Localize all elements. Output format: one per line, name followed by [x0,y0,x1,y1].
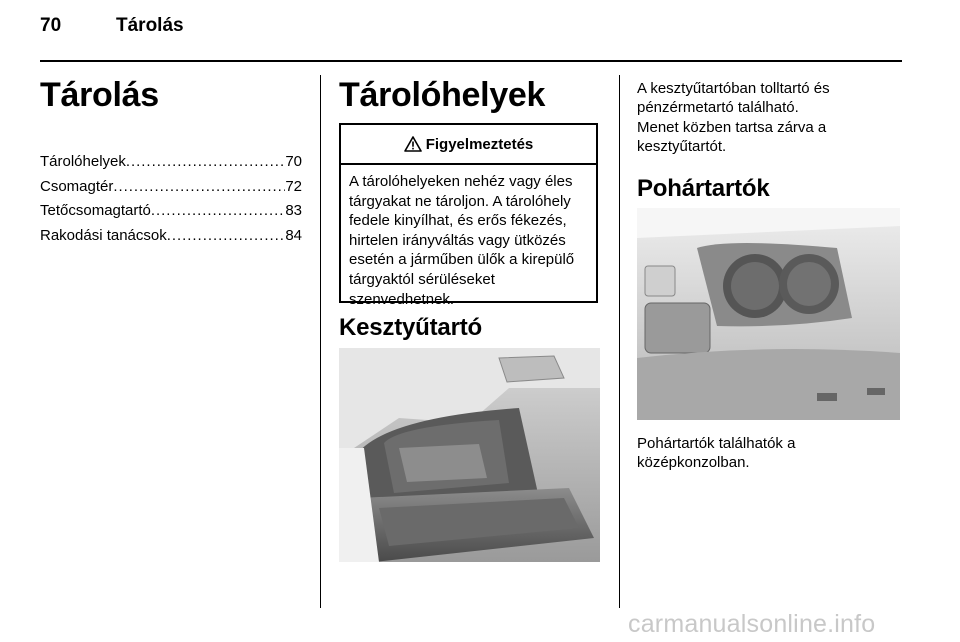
page-number: 70 [40,15,62,36]
toc-entry-page: 72 [285,177,302,195]
warning-title: Figyelmeztetés [425,135,534,153]
toc-leader [113,175,285,200]
cupholder-photo [637,208,900,420]
toc-entry-label: Rakodási tanácsok [40,226,167,244]
toc-entry[interactable] [40,224,302,249]
paragraph-keep-closed: Menet közben tartsa zárva a kesztyűtartót. [637,119,827,155]
watermark: carmanualsonline.info [628,610,876,638]
toc-entry[interactable] [40,199,302,224]
glovebox-illustration [339,348,600,562]
toc-entry[interactable] [40,175,302,200]
header-rule [40,60,902,62]
toc-entry-page: 83 [285,202,302,219]
subsection-title-glovebox: Kesztyűtartó [339,314,482,341]
chapter-title: Tárolás [40,76,159,114]
subsection-title-cupholders: Pohártartók [637,175,770,202]
toc-leader [126,150,285,175]
toc-leader [167,224,286,249]
running-header: Tárolás [116,15,184,36]
glovebox-photo [339,348,600,562]
toc-entry-label: Tárolóhelyek [40,153,126,170]
warning-triangle-icon [404,136,422,152]
toc-entry-page: 70 [285,153,302,170]
warning-box [339,123,598,308]
table-of-contents [40,150,302,248]
cupholder-illustration [637,208,900,420]
toc-entry-label: Csomagtér [40,177,114,195]
toc-entry-page: 84 [285,226,302,244]
toc-entry[interactable] [40,150,302,175]
warning-header [341,125,596,165]
toc-entry-label: Tetőcsomagtartó [40,202,151,219]
section-title: Tárolóhelyek [339,76,546,114]
toc-leader [151,199,285,224]
paragraph-cupholders-location: Pohártartók találhatók a középkonzolban. [637,435,796,471]
warning-text: A tárolóhelyeken nehéz vagy éles tárgyakat ne tároljon. A tárolóhely fedele kinyílhat, és erős fékezés, hirtelen irányváltás vagy ütközés esetén a járműben ülők a kirepülő tárgyaktól sérüléseket szenvedhetnek. [349,173,575,308]
paragraph-glovebox-holders: A kesztyűtartóban tolltartó és pénzérmetartó található. [637,80,830,116]
column-divider-right [619,75,620,608]
column-divider-left [320,75,321,608]
